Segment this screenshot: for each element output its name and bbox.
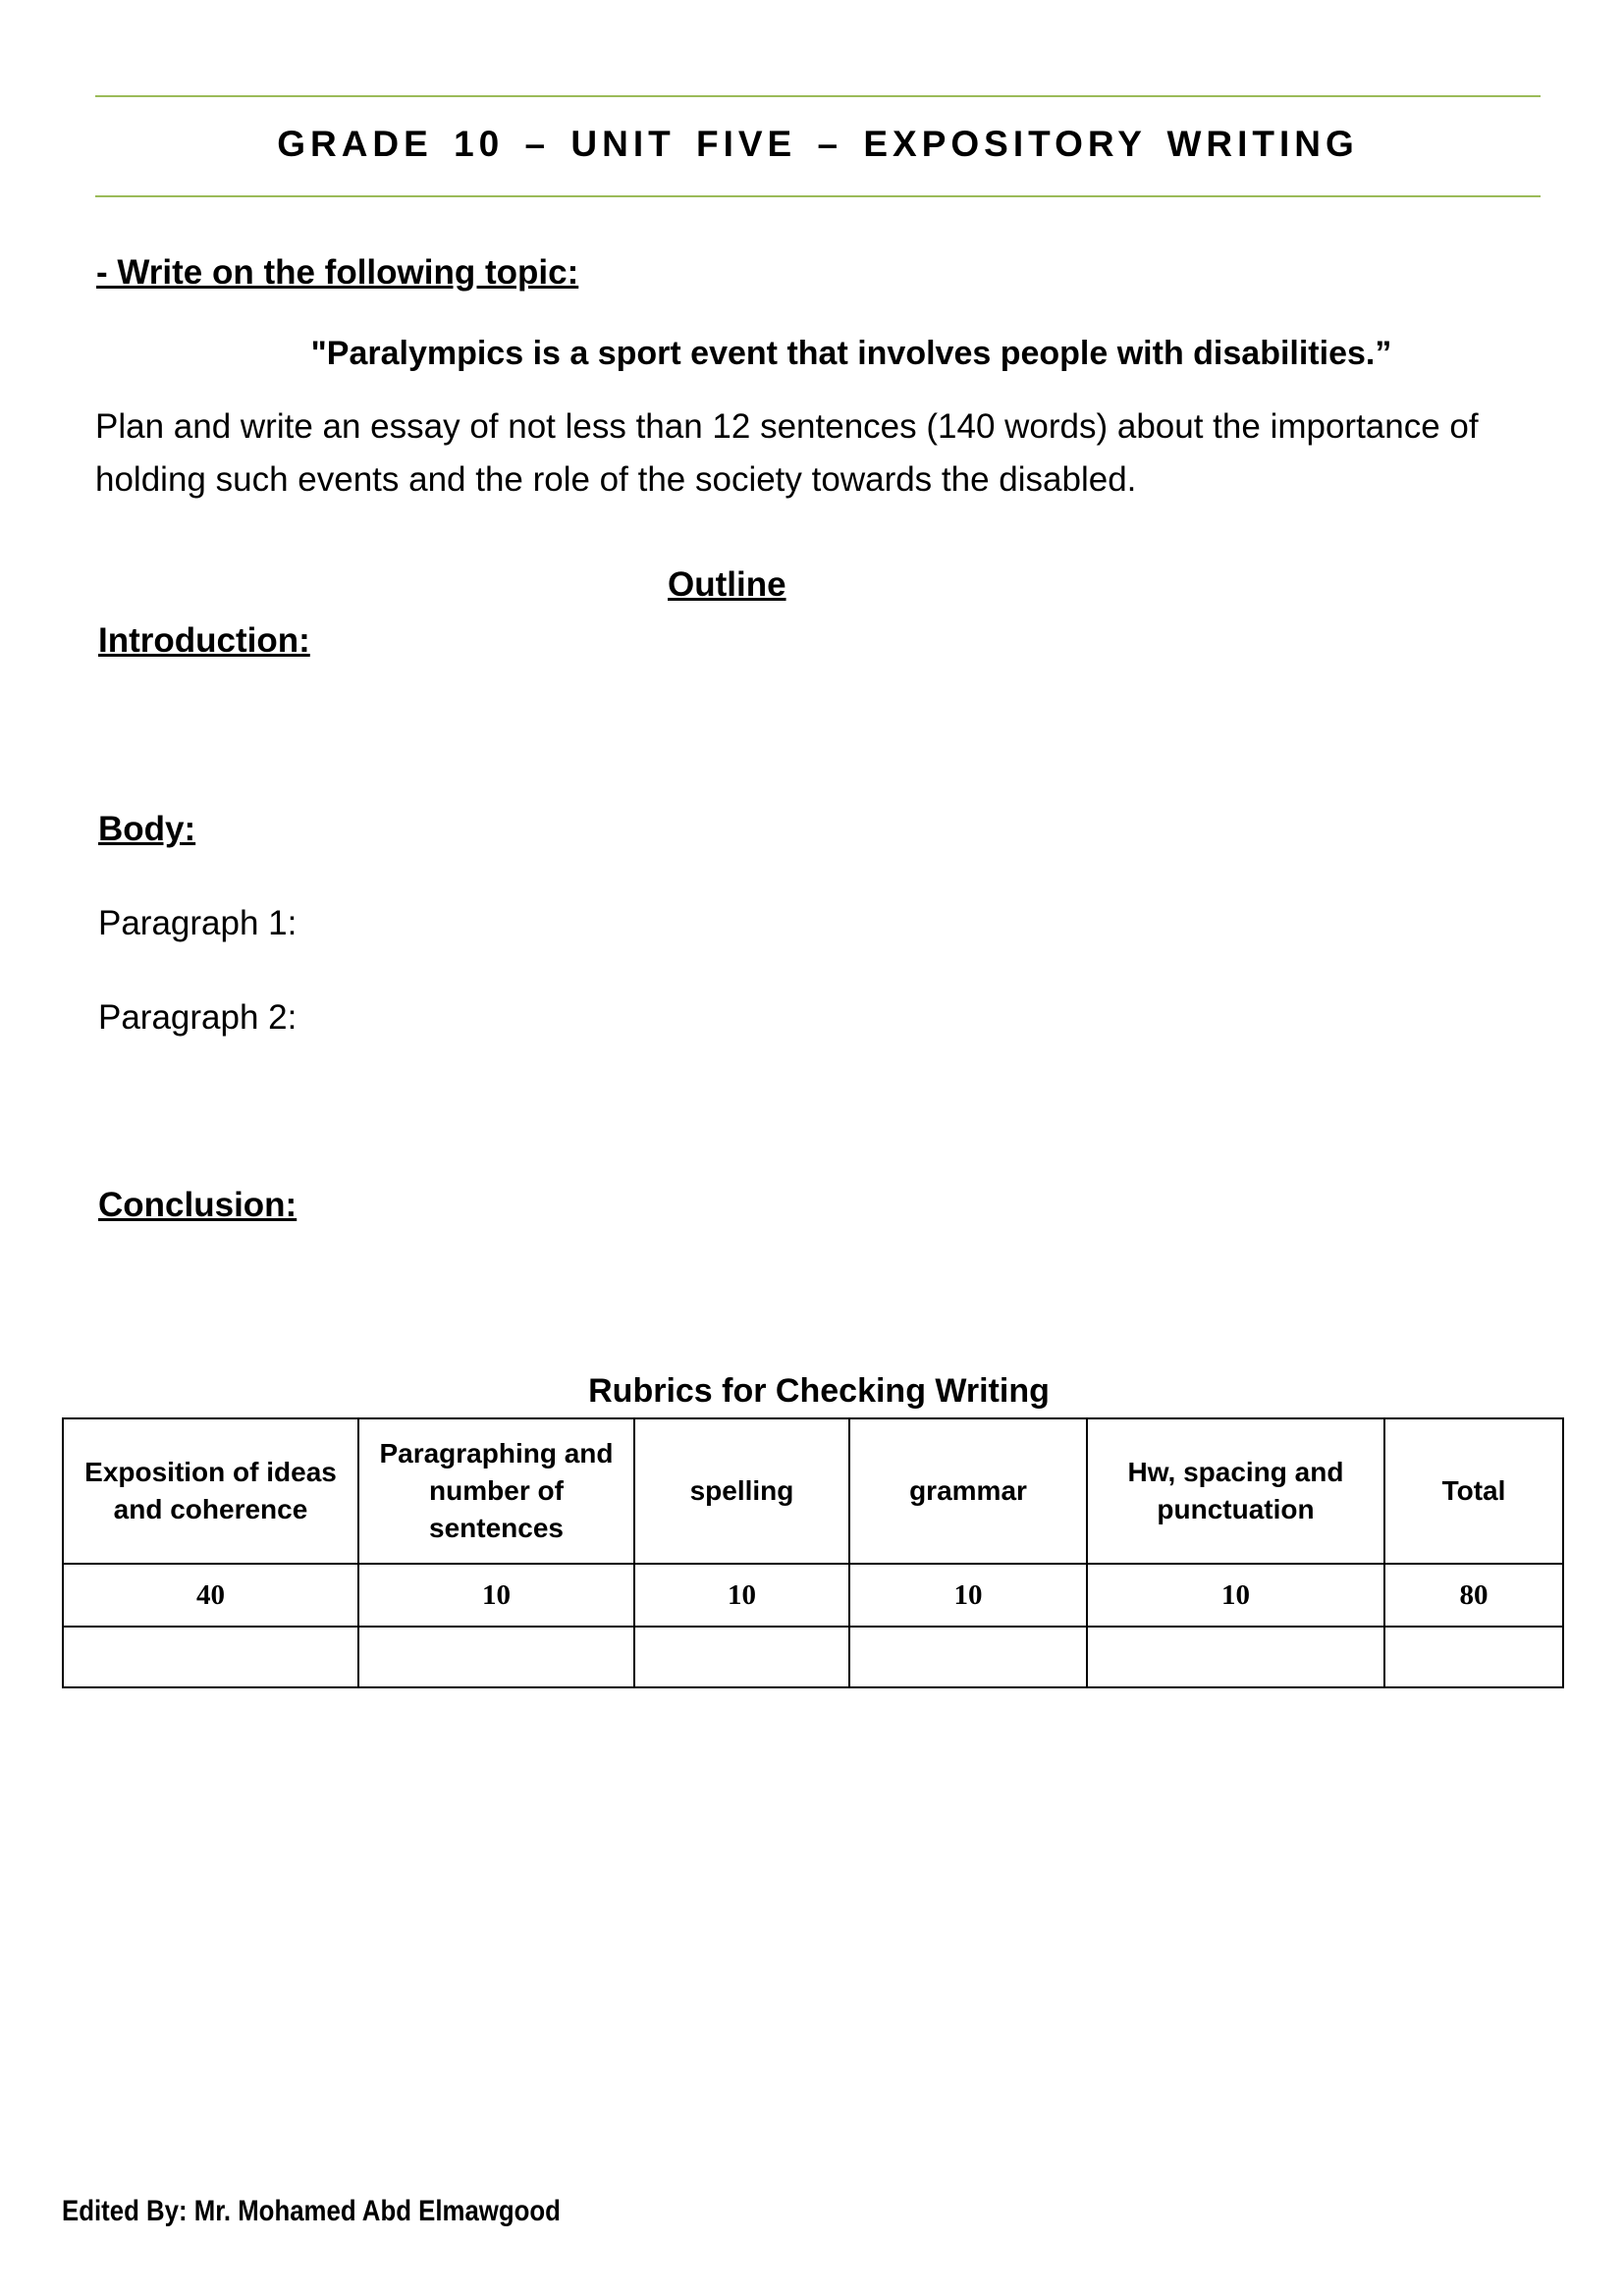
rubric-header-cell: Exposition of ideas and coherence: [63, 1418, 358, 1564]
rubric-header-cell: Total: [1384, 1418, 1563, 1564]
essay-topic: "Paralympics is a sport event that involves people with disabilities.”: [310, 335, 1392, 372]
body-heading: Body:: [98, 810, 196, 848]
rubric-title: Rubrics for Checking Writing: [588, 1372, 1050, 1410]
rubric-score-cell: 10: [358, 1564, 634, 1627]
rubric-score-cell: 10: [634, 1564, 849, 1627]
header-bottom-rule: [95, 195, 1541, 197]
rubric-blank-row: [63, 1627, 1563, 1687]
writing-instruction: - Write on the following topic:: [96, 253, 579, 292]
rubric-score-cell: 80: [1384, 1564, 1563, 1627]
rubric-blank-cell: [1384, 1627, 1563, 1687]
rubric-blank-cell: [1087, 1627, 1384, 1687]
rubric-header-cell: spelling: [634, 1418, 849, 1564]
rubric-score-cell: 10: [1087, 1564, 1384, 1627]
rubric-scores-row: [63, 1564, 1563, 1627]
rubric-header-cell: Paragraphing and number of sentences: [358, 1418, 634, 1564]
rubric-table: [62, 1417, 1564, 1688]
rubric-score-cell: 10: [849, 1564, 1087, 1627]
rubric-blank-cell: [358, 1627, 634, 1687]
rubric-header-cell: Hw, spacing and punctuation: [1087, 1418, 1384, 1564]
task-description: Plan and write an essay of not less than 12 sentences (140 words) about the importance of holding such events and the role of the society towards the disabled.: [95, 407, 1479, 499]
editor-credit: Edited By: Mr. Mohamed Abd Elmawgood: [62, 2195, 561, 2227]
page-title: GRADE 10 – UNIT FIVE – EXPOSITORY WRITING: [277, 124, 1359, 164]
conclusion-heading: Conclusion:: [98, 1186, 298, 1224]
rubric-blank-cell: [849, 1627, 1087, 1687]
rubric-blank-cell: [63, 1627, 358, 1687]
paragraph-1-label: Paragraph 1:: [98, 904, 298, 942]
header-top-rule: [95, 95, 1541, 97]
rubric-blank-cell: [634, 1627, 849, 1687]
rubric-score-cell: 40: [63, 1564, 358, 1627]
paragraph-2-label: Paragraph 2:: [98, 998, 298, 1037]
introduction-heading: Introduction:: [98, 621, 310, 660]
rubric-header-row: [63, 1418, 1563, 1564]
rubric-header-cell: grammar: [849, 1418, 1087, 1564]
outline-title: Outline: [668, 565, 786, 604]
